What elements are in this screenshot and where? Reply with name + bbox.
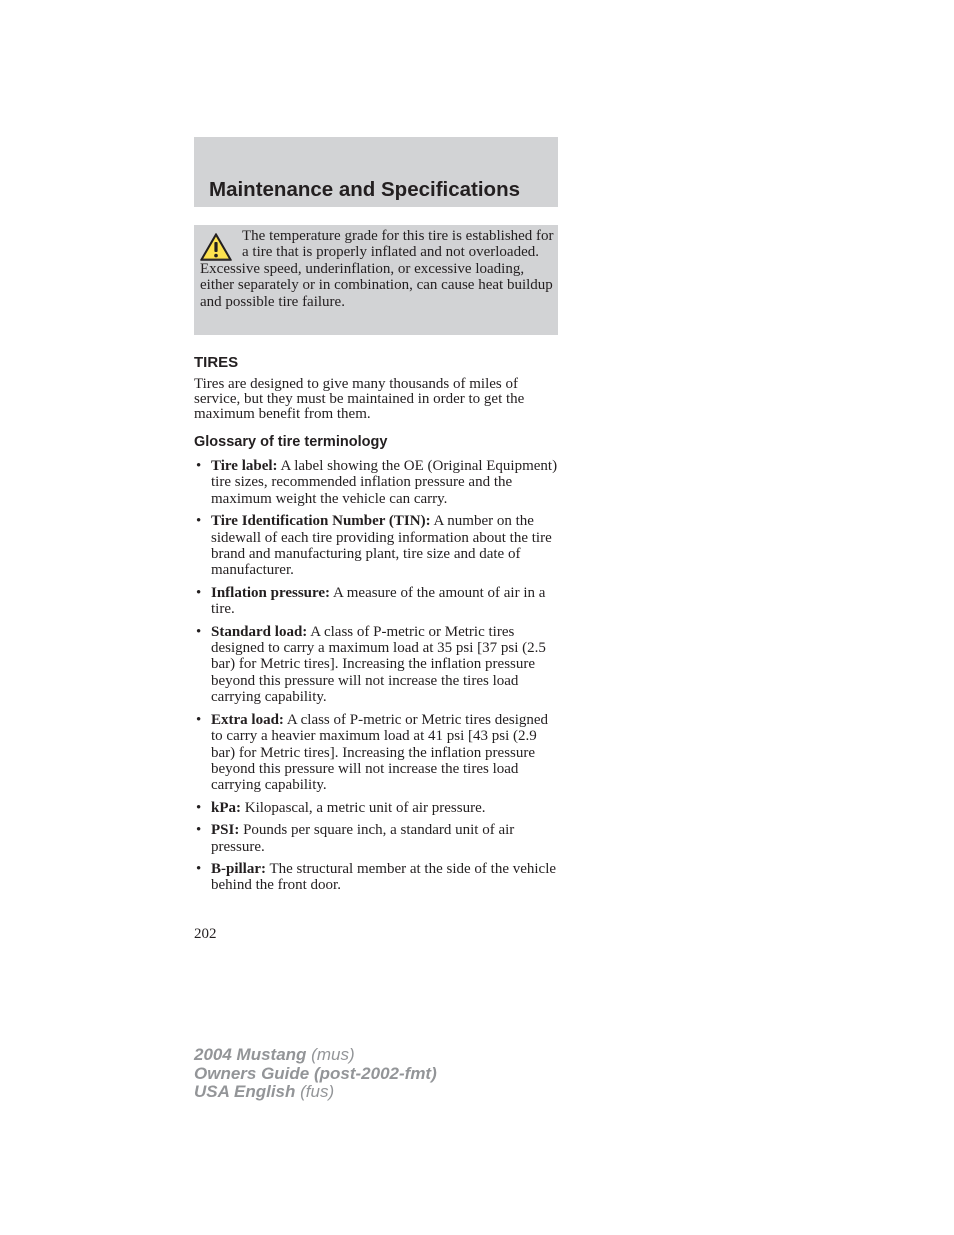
glossary-item <box>194 585 558 618</box>
glossary-list <box>194 458 558 900</box>
glossary-item <box>194 822 558 855</box>
footer-language: USA English <box>194 1082 296 1101</box>
page-number: 202 <box>194 926 217 942</box>
footer-language-code: (fus) <box>300 1082 335 1101</box>
glossary-definition: A measure of the amount of air in a tire. <box>211 584 546 618</box>
glossary-term: kPa: <box>211 799 241 816</box>
glossary-item <box>194 800 558 816</box>
glossary-definition: Pounds per square inch, a standard unit of air pressure. <box>211 822 515 855</box>
glossary-term: Extra load: <box>211 711 284 728</box>
glossary-definition: Kilopascal, a metric unit of air pressure. <box>244 799 486 816</box>
glossary-definition: A class of P-metric or Metric tires designed to carry a heavier maximum load at 41 psi [43 psi (2.9 bar) for Metric tires]. Increasing the inflation pressure beyond this pressure will not increase the tires load carrying capability. <box>211 711 549 794</box>
footer-line <box>194 1046 437 1065</box>
glossary-definition: The structural member at the side of the vehicle behind the front door. <box>211 860 557 894</box>
footer-model-code: (mus) <box>311 1045 355 1064</box>
glossary-item <box>194 513 558 579</box>
section-header <box>194 137 558 207</box>
footer-line <box>194 1065 437 1084</box>
glossary-term: Inflation pressure: <box>211 584 331 601</box>
footer-line <box>194 1083 437 1102</box>
glossary-item <box>194 458 558 507</box>
footer-guide: Owners Guide (post-2002-fmt) <box>194 1063 437 1083</box>
glossary-term: PSI: <box>211 822 240 839</box>
glossary-term: Tire label: <box>211 458 278 474</box>
section-title: Maintenance and Specifications <box>209 178 520 201</box>
glossary-item <box>194 861 558 894</box>
glossary-item <box>194 624 558 706</box>
warning-box <box>194 225 558 335</box>
document-footer <box>194 1046 437 1102</box>
glossary-term: B-pillar: <box>211 860 266 877</box>
tires-intro: Tires are designed to give many thousands of miles of service, but they must be maintained in order to get the maximum benefit from them. <box>194 376 525 422</box>
warning-text: The temperature grade for this tire is established for a tire that is properly inflated and not overloaded. Excessive speed, underinflation, or excessive loading, either separately or in combination, can cause heat buildup and possible tire failure. <box>200 228 554 310</box>
tires-heading: TIRES <box>194 354 239 371</box>
glossary-term: Standard load: <box>211 623 308 640</box>
glossary-heading: Glossary of tire terminology <box>194 434 388 450</box>
glossary-item <box>194 712 558 794</box>
glossary-definition: A label showing the OE (Original Equipment) tire sizes, recommended inflation pressure and the maximum weight the vehicle can carry. <box>211 458 558 507</box>
footer-model: 2004 Mustang <box>194 1045 307 1064</box>
glossary-term: Tire Identification Number (TIN): <box>211 513 431 530</box>
glossary-definition: A class of P-metric or Metric tires designed to carry a maximum load at 35 psi [37 psi (2.5 bar) for Metric tires]. Increasing the inflation pressure beyond this pressure will not increase the tires load carrying capability. <box>211 623 546 706</box>
glossary-definition: A number on the sidewall of each tire providing information about the tire brand and manufacturing plant, tire size and date of manufacturer. <box>211 513 552 579</box>
